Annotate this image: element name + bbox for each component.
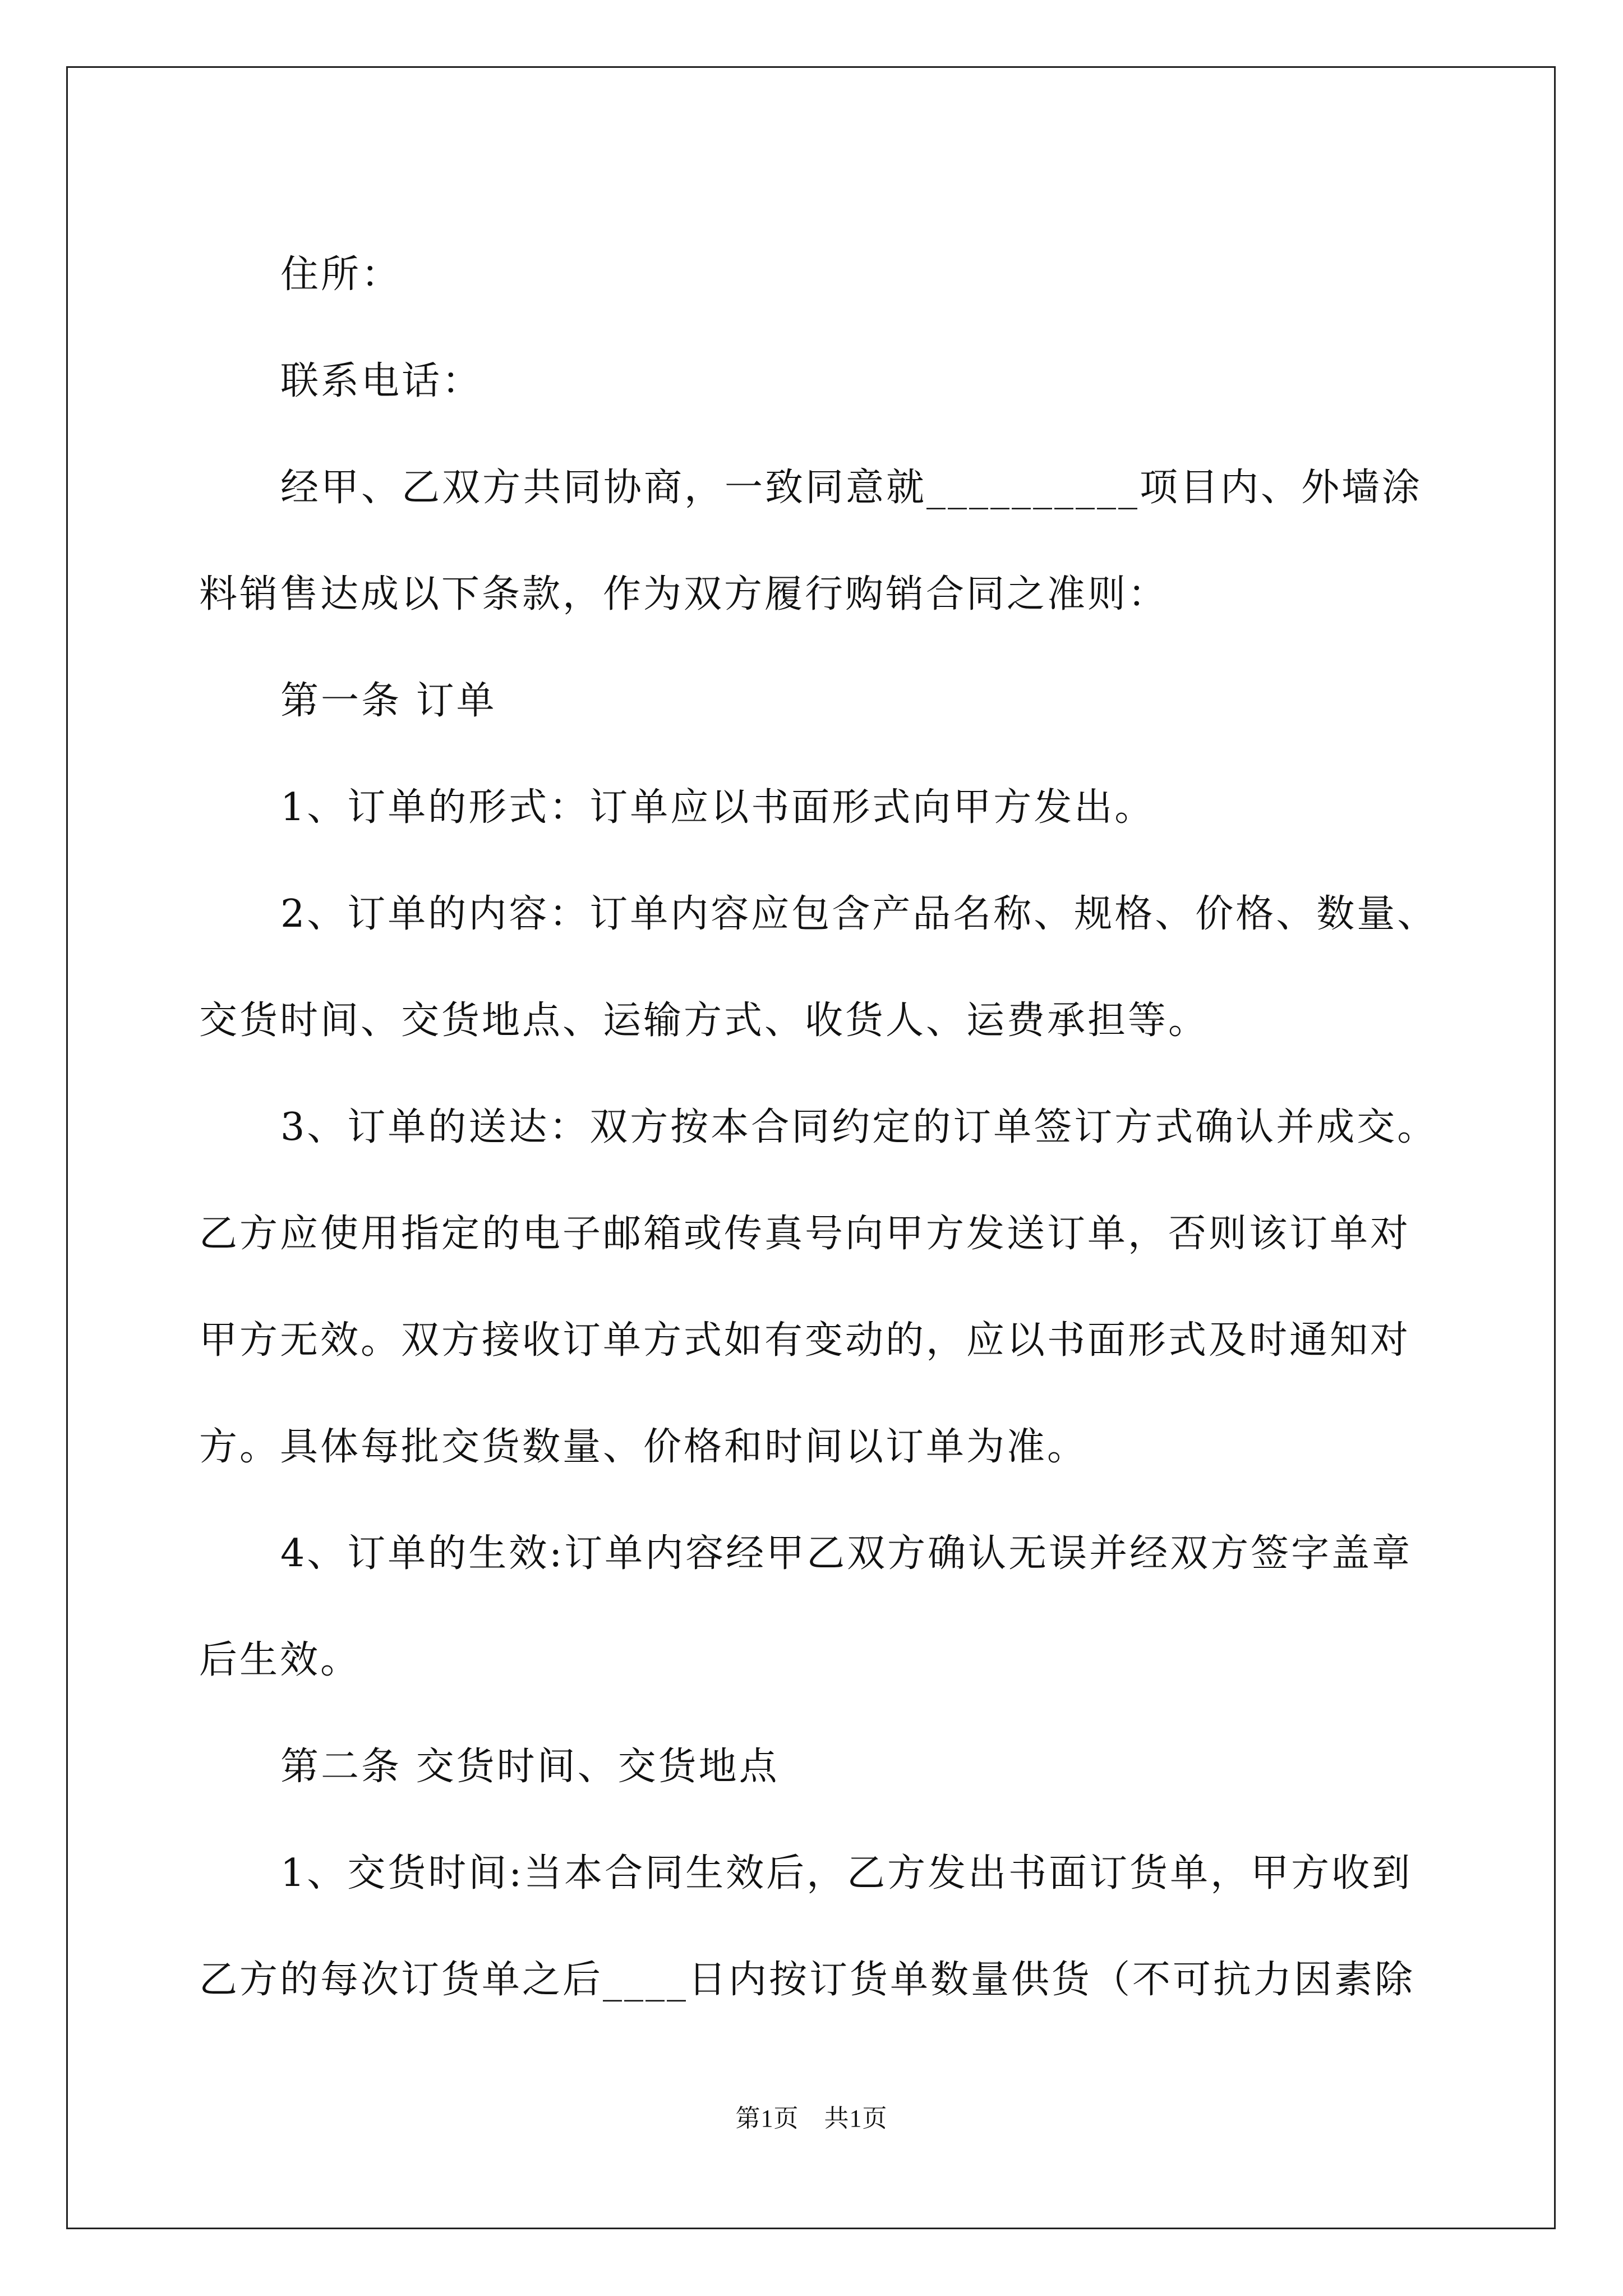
clause-1-2-cont: 交货时间、交货地点、运输方式、收货人、运费承担等。 xyxy=(199,999,1209,1043)
text-line-intro-cont: 料销售达成以下条款，作为双方履行购销合同之准则： xyxy=(199,572,1169,616)
clause-2-1: 1、交货时间:当本合同生效后，乙方发出书面订货单，甲方收到 xyxy=(280,1851,1413,1895)
text-line-phone: 联系电话： xyxy=(280,359,483,403)
clause-1-3-cont-c: 方。具体每批交货数量、价格和时间以订单为准。 xyxy=(199,1425,1088,1469)
clause-2-1-cont: 乙方的每次订货单之后____日内按订货单数量供货（不可抗力因素除 xyxy=(199,1958,1415,2002)
clause-1-3-cont-a: 乙方应使用指定的电子邮箱或传真号向甲方发送订单，否则该订单对 xyxy=(199,1212,1411,1256)
clause-1-3-cont-b: 甲方无效。双方接收订单方式如有变动的，应以书面形式及时通知对 xyxy=(199,1318,1411,1363)
clause-1-3: 3、订单的送达：双方按本合同约定的订单签订方式确认并成交。 xyxy=(280,1105,1438,1149)
clause-1-2: 2、订单的内容：订单内容应包含产品名称、规格、价格、数量、 xyxy=(280,892,1438,936)
clause-1-4: 4、订单的生效:订单内容经甲乙双方确认无误并经双方签字盖章 xyxy=(280,1531,1413,1576)
text-line-address: 住所： xyxy=(280,252,402,297)
section-heading-2: 第二条 交货时间、交货地点 xyxy=(280,1745,780,1789)
section-heading-1: 第一条 订单 xyxy=(280,679,497,723)
clause-1-1: 1、订单的形式：订单应以书面形式向甲方发出。 xyxy=(280,785,1155,830)
document-body xyxy=(199,222,1438,2033)
clause-1-4-cont: 后生效。 xyxy=(199,1638,361,1682)
text-line-intro: 经甲、乙双方共同协商，一致同意就__________项目内、外墙涂 xyxy=(280,466,1423,510)
page-number: 第1页 共1页 xyxy=(735,2105,888,2132)
